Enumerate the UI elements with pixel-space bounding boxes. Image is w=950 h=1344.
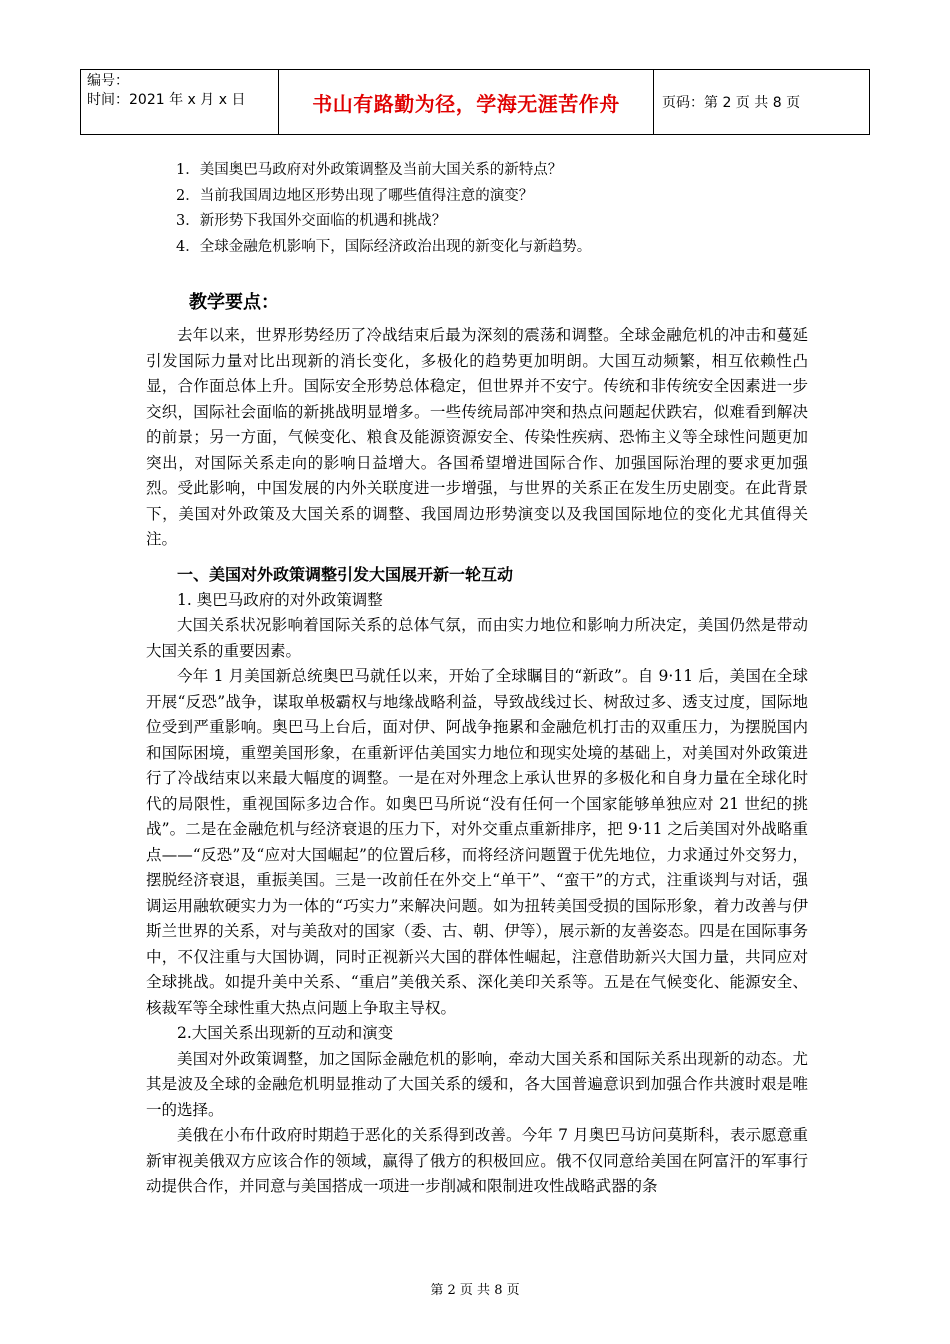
motto-text: 书山有路勤为径，学海无涯苦作舟: [279, 70, 654, 134]
doc-number-label: 编号：: [87, 73, 129, 89]
part1-title: 一、美国对外政策调整引发大国展开新一轮互动: [177, 564, 514, 584]
paragraph: 大国关系状况影响着国际关系的总体气氛，而由实力地位和影响力所决定，美国仍然是带动大国关系的重要因素。: [146, 616, 808, 660]
page-footer: 第 2 页 共 8 页: [430, 1283, 520, 1298]
date-label: 时间：2021 年 x 月 x 日: [87, 92, 246, 108]
question-item: 1．美国奥巴马政府对外政策调整及当前大国关系的新特点？: [176, 162, 563, 178]
paragraph: 美国对外政策调整，加之国际金融危机的影响，牵动大国关系和国际关系出现新的动态。尤其是波及全球的金融危机明显推动了大国关系的缓和，各大国普遍意识到加强合作共渡时艰是唯一的选择。: [146, 1049, 808, 1119]
document-body: [146, 158, 808, 1200]
page-info: 页码：第 2 页 共 8 页: [662, 95, 801, 111]
question-item: 4．全球金融危机影响下，国际经济政治出现的新变化与新趋势。: [176, 238, 592, 255]
header-left-cell: [81, 70, 279, 134]
part1-subheading-1: 1. 奥巴马政府的对外政策调整: [177, 590, 383, 609]
question-list: [146, 158, 808, 260]
header-table: [80, 69, 870, 135]
section-title: 教学要点：: [189, 292, 279, 313]
paragraph: 美俄在小布什政府时期趋于恶化的关系得到改善。今年 7 月奥巴马访问莫斯科，表示愿意重新审视美俄双方应该合作的领域，赢得了俄方的积极回应。俄不仅同意给美国在阿富汗的军事行动提供合作，并同意与美国搭成一项进一步削减和限制进攻性战略武器的条: [146, 1126, 808, 1195]
question-item: 2．当前我国周边地区形势出现了哪些值得注意的演变？: [176, 187, 534, 204]
intro-paragraph: 去年以来，世界形势经历了冷战结束后最为深刻的震荡和调整。全球金融危机的冲击和蔓延引发国际力量对比出现新的消长变化，多极化的趋势更加明朗。大国互动频繁，相互依赖性凸显，合作面总体上升。国际安全形势总体稳定，但世界并不安宁。传统和非传统安全因素进一步交织，国际社会面临的新挑战明显增多。一些传统局部冲突和热点问题起伏跌宕，似难看到解决的前景；另一方面，气候变化、粮食及能源资源安全、传染性疾病、恐怖主义等全球性问题更加突出，对国际关系走向的影响日益增大。各国希望增进国际合作、加强国际治理的要求更加强烈。受此影响，中国发展的内外关联度进一步增强，与世界的关系正在发生历史剧变。在此背景下，美国对外政策及大国关系的调整、我国周边形势演变以及我国国际地位的变化尤其值得关注。: [146, 326, 808, 548]
paragraph: 今年 1 月美国新总统奥巴马就任以来，开始了全球瞩目的“新政”。自 9·11 后，美国在全球开展“反恐”战争，谋取单极霸权与地缘战略利益，导致战线过长、树敌过多、透支过度，国际地位受到严重影响。奥巴马上台后，面对伊、阿战争拖累和金融危机打击的双重压力，为摆脱国内和国际困境，重塑美国形象，在重新评估美国实力地位和现实处境的基础上，对美国对外政策进行了冷战结束以来最大幅度的调整。一是在对外理念上承认世界的多极化和自身力量在全球化时代的局限性，重视国际多边合作。如奥巴马所说“没有任何一个国家能够单独应对 21 世纪的挑战”。二是在金融危机与经济衰退的压力下，对外交重点重新排序，把 9·11 之后美国对外战略重点——“反恐”及“应对大国崛起”的位置后移，而将经济问题置于优先地位，力求通过外交努力，摆脱经济衰退，重振美国。三是一改前任在外交上“单干”、“蛮干”的方式，注重谈判与对话，强调运用融软硬实力为一体的“巧实力”来解决问题。如为扭转美国受损的国际形象，着力改善与伊斯兰世界的关系，对与美敌对的国家（委、古、朝、伊等），展示新的友善姿态。四是在国际事务中，不仅注重与大国协调，同时正视新兴大国的群体性崛起，注意借助新兴大国力量，共同应对全球挑战。如提升美中关系、“重启”美俄关系、深化美印关系等。五是在气候变化、能源安全、核裁军等全球性重大热点问题上争取主导权。: [146, 667, 808, 1017]
part1-subheading-2: 2.大国关系出现新的互动和演变: [177, 1024, 394, 1042]
question-item: 3．新形势下我国外交面临的机遇和挑战？: [176, 213, 447, 229]
